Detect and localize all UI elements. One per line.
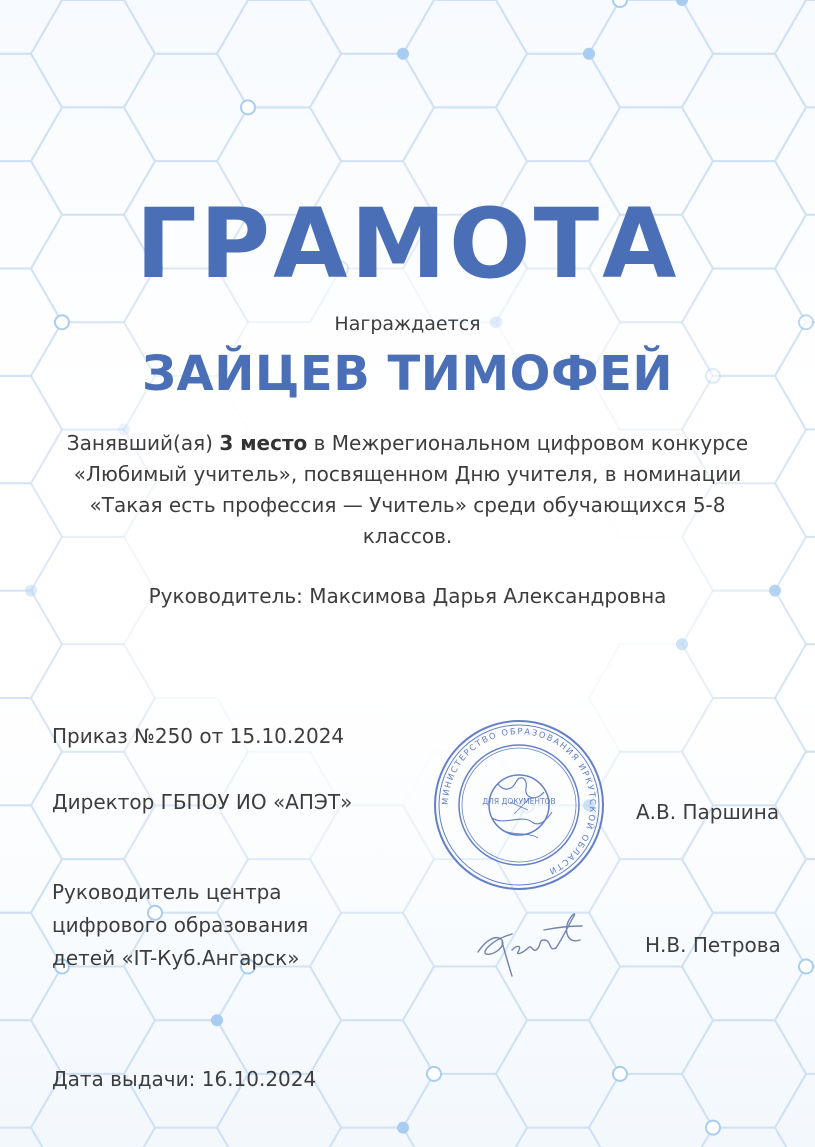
hexagon-cell	[403, 1074, 527, 1147]
hexagon-cell	[496, 54, 620, 161]
hexagon-node	[584, 49, 594, 59]
order-line: Приказ №250 от 15.10.2024	[52, 724, 345, 748]
hexagon-cell	[403, 967, 527, 1074]
hexagon-cell	[589, 0, 713, 107]
award-description	[55, 428, 760, 552]
hexagon-cell	[124, 1128, 248, 1147]
hexagon-node	[677, 0, 687, 5]
hexagon-cell	[217, 967, 341, 1074]
signature	[472, 900, 596, 980]
recipient-name: ЗАЙЦЕВ ТИМОФЕЙ	[141, 346, 674, 402]
description-post: в Межрегиональном цифровом конкурсе «Любимый учитель», посвященном Дню учителя, в номинации «Такая есть профессия — Учитель» среди обучающихся 5-8 классов.	[73, 431, 749, 548]
hexagon-cell	[0, 1128, 62, 1147]
hexagon-cell	[775, 752, 815, 859]
awarded-label: Награждается	[334, 313, 481, 335]
hexagon-cell	[682, 698, 806, 805]
official-stamp	[432, 718, 606, 892]
hexagon-cell	[775, 644, 815, 751]
hexagon-cell	[682, 0, 806, 54]
hexagon-cell	[775, 430, 815, 537]
hexagon-node	[706, 1121, 720, 1135]
hexagon-cell	[0, 483, 62, 590]
center-head-name: Н.В. Петрова	[645, 933, 781, 957]
hexagon-cell	[124, 54, 248, 161]
director-title: Директор ГБПОУ ИО «АПЭТ»	[52, 790, 353, 814]
hexagon-cell	[775, 1074, 815, 1147]
hexagon-node	[799, 960, 813, 974]
hexagon-cell	[589, 1074, 713, 1147]
hexagon-cell	[682, 54, 806, 161]
hexagon-cell	[775, 859, 815, 966]
stamp-center-text: ДЛЯ ДОКУМЕНТОВ	[482, 797, 556, 806]
hexagon-cell	[682, 1128, 806, 1147]
hexagon-node	[398, 1123, 408, 1133]
hexagon-cell	[310, 1128, 434, 1147]
hexagon-cell	[31, 0, 155, 107]
stamp-outer-text: МИНИСТЕРСТВО ОБРАЗОВАНИЯ ИРКУТСКОЙ ОБЛАСТИ	[439, 725, 599, 878]
issue-date: Дата выдачи: 16.10.2024	[52, 1067, 317, 1091]
certificate-title: ГРАМОТА	[135, 188, 680, 300]
hexagon-cell	[403, 0, 527, 107]
hexagon-cell	[682, 1020, 806, 1127]
hexagon-cell	[0, 0, 62, 54]
hexagon-node	[212, 1015, 222, 1025]
hexagon-cell	[682, 913, 806, 1020]
center-head-line: Руководитель центра	[52, 880, 282, 904]
hexagon-cell	[310, 913, 434, 1020]
hexagon-node	[613, 1067, 627, 1081]
hexagon-node	[613, 0, 627, 7]
hexagon-node	[398, 49, 408, 59]
hexagon-cell	[217, 0, 341, 107]
director-name: А.В. Паршина	[636, 800, 780, 824]
hexagon-cell	[589, 967, 713, 1074]
hexagon-cell	[310, 0, 434, 54]
place-text: 3 место	[219, 431, 308, 455]
hexagon-cell	[310, 1020, 434, 1127]
center-head-line: детей «IT-Куб.Ангарск»	[52, 946, 300, 970]
center-head-title	[52, 876, 308, 975]
hexagon-cell	[589, 644, 713, 751]
hexagon-cell	[124, 0, 248, 54]
hexagon-cell	[0, 54, 62, 161]
hexagon-cell	[496, 1128, 620, 1147]
description-pre: Занявший(ая)	[66, 431, 220, 455]
hexagon-node	[677, 639, 687, 649]
hexagon-cell	[775, 967, 815, 1074]
hexagon-cell	[310, 805, 434, 912]
hexagon-cell	[310, 54, 434, 161]
hexagon-cell	[775, 0, 815, 107]
hexagon-cell	[31, 967, 155, 1074]
supervisor-line: Руководитель: Максимова Дарья Александровна	[148, 584, 667, 608]
hexagon-cell	[496, 1020, 620, 1127]
hexagon-node	[427, 1067, 441, 1081]
center-head-line: цифрового образования	[52, 913, 309, 937]
hexagon-node	[241, 100, 255, 114]
hexagon-cell	[496, 0, 620, 54]
